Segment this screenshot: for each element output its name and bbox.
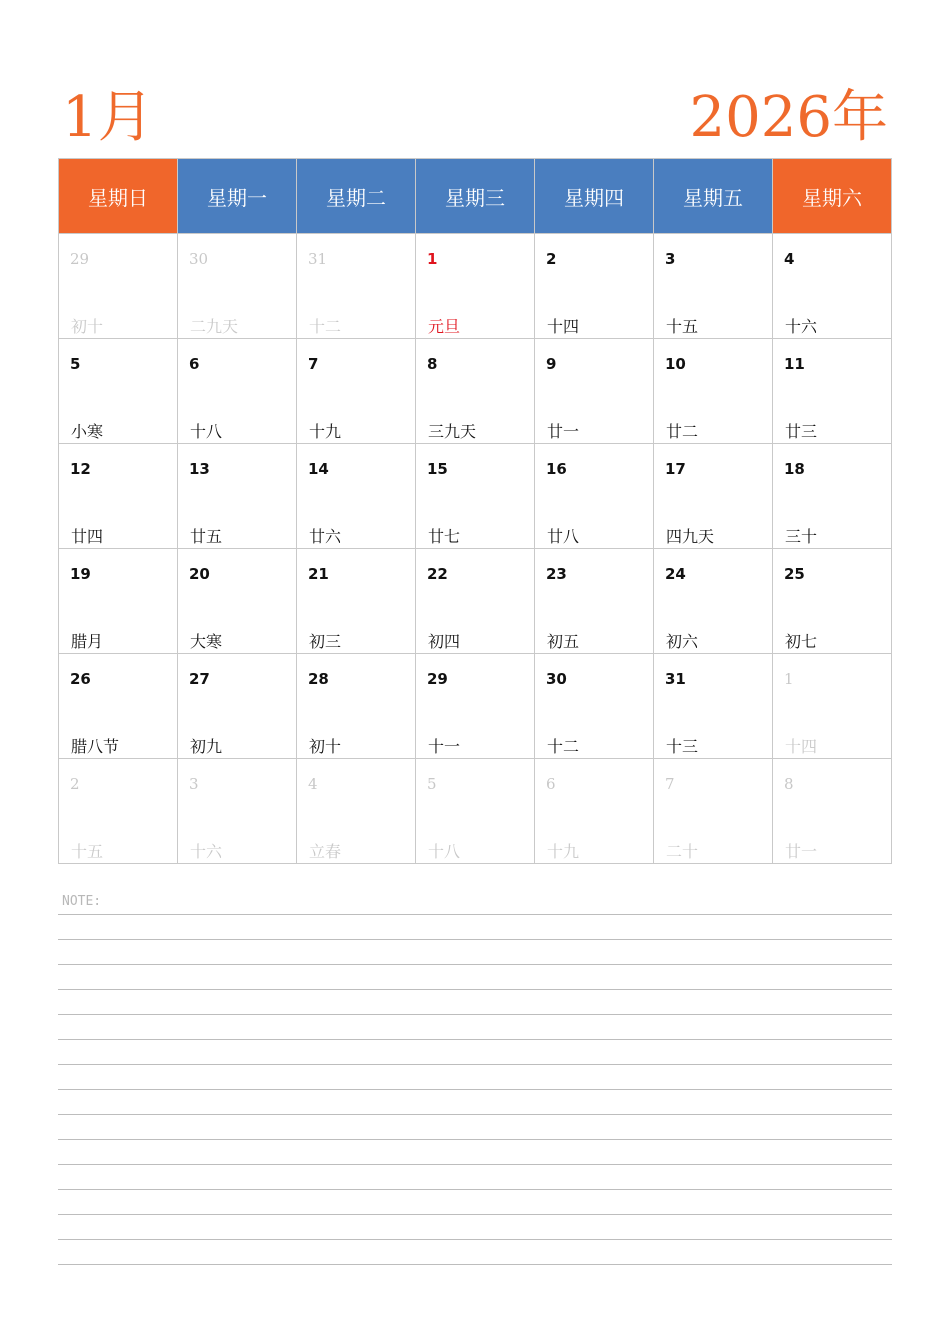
- day-cell[interactable]: [178, 654, 297, 759]
- lunar-date: 元旦: [428, 317, 461, 336]
- day-number: 19: [70, 565, 91, 583]
- day-number: 11: [784, 355, 805, 373]
- day-cell[interactable]: [59, 444, 178, 549]
- day-cell[interactable]: [297, 654, 416, 759]
- day-number: 6: [189, 355, 200, 373]
- day-number: 4: [308, 775, 318, 793]
- lunar-date: 初五: [547, 632, 580, 651]
- day-cell[interactable]: [654, 444, 773, 549]
- day-number: 22: [427, 565, 448, 583]
- lunar-date: 廿五: [190, 527, 223, 546]
- day-cell[interactable]: [773, 339, 892, 444]
- day-number: 4: [784, 250, 795, 268]
- day-cell[interactable]: [297, 444, 416, 549]
- lunar-date: 廿六: [309, 527, 342, 546]
- lunar-date: 大寒: [190, 632, 223, 651]
- notes-label: NOTE:: [62, 894, 102, 909]
- day-cell[interactable]: [59, 234, 178, 339]
- day-number: 29: [70, 250, 90, 268]
- note-line[interactable]: [58, 1040, 892, 1065]
- lunar-date: 初九: [190, 737, 223, 756]
- day-number: 18: [784, 460, 805, 478]
- day-cell[interactable]: [773, 759, 892, 864]
- lunar-date: 十二: [547, 737, 580, 756]
- note-line[interactable]: [58, 1215, 892, 1240]
- day-number: 15: [427, 460, 448, 478]
- day-number: 24: [665, 565, 686, 583]
- note-line[interactable]: [58, 915, 892, 940]
- weekday-saturday: 星期六: [773, 159, 892, 234]
- day-cell[interactable]: [59, 654, 178, 759]
- lunar-date: 十六: [785, 317, 818, 336]
- lunar-date: 十二: [309, 317, 342, 336]
- weekday-thursday: 星期四: [535, 159, 654, 234]
- week-row: [59, 444, 892, 549]
- day-cell[interactable]: [654, 549, 773, 654]
- day-number: 21: [308, 565, 329, 583]
- lunar-date: 初十: [309, 737, 342, 756]
- day-number: 23: [546, 565, 567, 583]
- note-line[interactable]: [58, 1190, 892, 1215]
- lunar-date: 三九天: [428, 422, 477, 441]
- day-cell[interactable]: [535, 759, 654, 864]
- day-cell[interactable]: [297, 549, 416, 654]
- day-cell[interactable]: [178, 549, 297, 654]
- note-line[interactable]: [58, 965, 892, 990]
- day-number: 7: [308, 355, 319, 373]
- lunar-date: 十四: [785, 737, 818, 756]
- lunar-date: 廿四: [71, 527, 104, 546]
- lunar-date: 十九: [547, 842, 580, 861]
- day-number: 5: [427, 775, 437, 793]
- weekday-tuesday: 星期二: [297, 159, 416, 234]
- day-cell[interactable]: [297, 339, 416, 444]
- lunar-date: 廿一: [785, 842, 818, 861]
- lunar-date: 十八: [190, 422, 223, 441]
- day-cell[interactable]: [59, 759, 178, 864]
- day-cell[interactable]: [654, 654, 773, 759]
- lunar-date: 廿一: [547, 422, 580, 441]
- lunar-date: 二十: [666, 842, 699, 861]
- day-cell[interactable]: [535, 234, 654, 339]
- note-line[interactable]: [58, 1065, 892, 1090]
- day-cell[interactable]: [773, 654, 892, 759]
- day-number: 10: [665, 355, 686, 373]
- note-line[interactable]: [58, 1090, 892, 1115]
- day-number: 29: [427, 670, 448, 688]
- lunar-date: 初七: [785, 632, 818, 651]
- week-row: [59, 339, 892, 444]
- lunar-date: 初十: [71, 317, 104, 336]
- day-cell[interactable]: [416, 654, 535, 759]
- note-line[interactable]: [58, 1240, 892, 1265]
- day-cell[interactable]: [297, 759, 416, 864]
- day-number: 28: [308, 670, 329, 688]
- lunar-date: 四九天: [666, 527, 715, 546]
- lunar-date: 立春: [309, 842, 342, 861]
- day-number: 26: [70, 670, 91, 688]
- day-cell[interactable]: [535, 654, 654, 759]
- day-cell[interactable]: [535, 549, 654, 654]
- weekday-monday: 星期一: [178, 159, 297, 234]
- day-cell[interactable]: [178, 234, 297, 339]
- lunar-date: 初四: [428, 632, 461, 651]
- month-title: 1月: [62, 85, 154, 150]
- note-line[interactable]: [58, 990, 892, 1015]
- day-cell[interactable]: [416, 759, 535, 864]
- day-cell[interactable]: [178, 759, 297, 864]
- notes-area: [58, 890, 892, 1265]
- day-number: 31: [308, 250, 328, 268]
- day-number: 3: [189, 775, 199, 793]
- lunar-date: 十五: [666, 317, 699, 336]
- lunar-date: 廿三: [785, 422, 818, 441]
- day-number: 5: [70, 355, 81, 373]
- note-line[interactable]: [58, 940, 892, 965]
- day-number: 13: [189, 460, 210, 478]
- day-cell[interactable]: [416, 339, 535, 444]
- lunar-date: 十三: [666, 737, 699, 756]
- day-cell[interactable]: [654, 339, 773, 444]
- day-number: 8: [784, 775, 794, 793]
- note-line[interactable]: [58, 1165, 892, 1190]
- note-line[interactable]: [58, 1015, 892, 1040]
- day-number: 7: [665, 775, 675, 793]
- lunar-date: 廿八: [547, 527, 580, 546]
- day-number: 20: [189, 565, 210, 583]
- day-cell[interactable]: [654, 234, 773, 339]
- lunar-date: 初三: [309, 632, 342, 651]
- day-number: 30: [546, 670, 567, 688]
- day-cell[interactable]: [773, 234, 892, 339]
- day-number: 8: [427, 355, 438, 373]
- day-number: 17: [665, 460, 686, 478]
- lunar-date: 廿七: [428, 527, 461, 546]
- day-cell[interactable]: [178, 339, 297, 444]
- day-number: 14: [308, 460, 329, 478]
- weekday-sunday: 星期日: [59, 159, 178, 234]
- calendar-grid: [58, 158, 892, 864]
- day-number: 9: [546, 355, 557, 373]
- lunar-date: 初六: [666, 632, 699, 651]
- week-row: [59, 549, 892, 654]
- day-number: 12: [70, 460, 91, 478]
- day-cell[interactable]: [178, 444, 297, 549]
- day-cell[interactable]: [773, 549, 892, 654]
- day-cell[interactable]: [654, 759, 773, 864]
- day-number: 2: [70, 775, 80, 793]
- day-cell[interactable]: [416, 234, 535, 339]
- day-number: 27: [189, 670, 210, 688]
- lunar-date: 十九: [309, 422, 342, 441]
- lunar-date: 十四: [547, 317, 580, 336]
- year-title: 2026年: [689, 85, 888, 150]
- day-cell[interactable]: [297, 234, 416, 339]
- day-number: 3: [665, 250, 676, 268]
- note-line[interactable]: [58, 1140, 892, 1165]
- day-number: 30: [189, 250, 209, 268]
- day-number: 6: [546, 775, 556, 793]
- note-line[interactable]: [58, 890, 892, 915]
- day-cell[interactable]: [59, 339, 178, 444]
- day-cell[interactable]: [416, 444, 535, 549]
- day-number: 1: [784, 670, 794, 688]
- week-row: [59, 654, 892, 759]
- lunar-date: 小寒: [71, 422, 104, 441]
- day-number: 16: [546, 460, 567, 478]
- lunar-date: 十六: [190, 842, 223, 861]
- lunar-date: 十一: [428, 737, 461, 756]
- day-cell[interactable]: [416, 549, 535, 654]
- weekday-friday: 星期五: [654, 159, 773, 234]
- lunar-date: 腊月: [71, 632, 104, 651]
- day-cell[interactable]: [773, 444, 892, 549]
- day-cell[interactable]: [535, 444, 654, 549]
- day-number: 1: [427, 250, 438, 268]
- lunar-date: 廿二: [666, 422, 699, 441]
- day-number: 25: [784, 565, 805, 583]
- week-row: [59, 759, 892, 864]
- day-cell[interactable]: [535, 339, 654, 444]
- lunar-date: 三十: [785, 527, 818, 546]
- day-number: 31: [665, 670, 686, 688]
- lunar-date: 二九天: [190, 317, 239, 336]
- lunar-date: 腊八节: [71, 737, 120, 756]
- note-line[interactable]: [58, 1115, 892, 1140]
- day-cell[interactable]: [59, 549, 178, 654]
- week-row: [59, 234, 892, 339]
- day-number: 2: [546, 250, 557, 268]
- weekday-header-row: [59, 159, 892, 234]
- weekday-wednesday: 星期三: [416, 159, 535, 234]
- lunar-date: 十五: [71, 842, 104, 861]
- lunar-date: 十八: [428, 842, 461, 861]
